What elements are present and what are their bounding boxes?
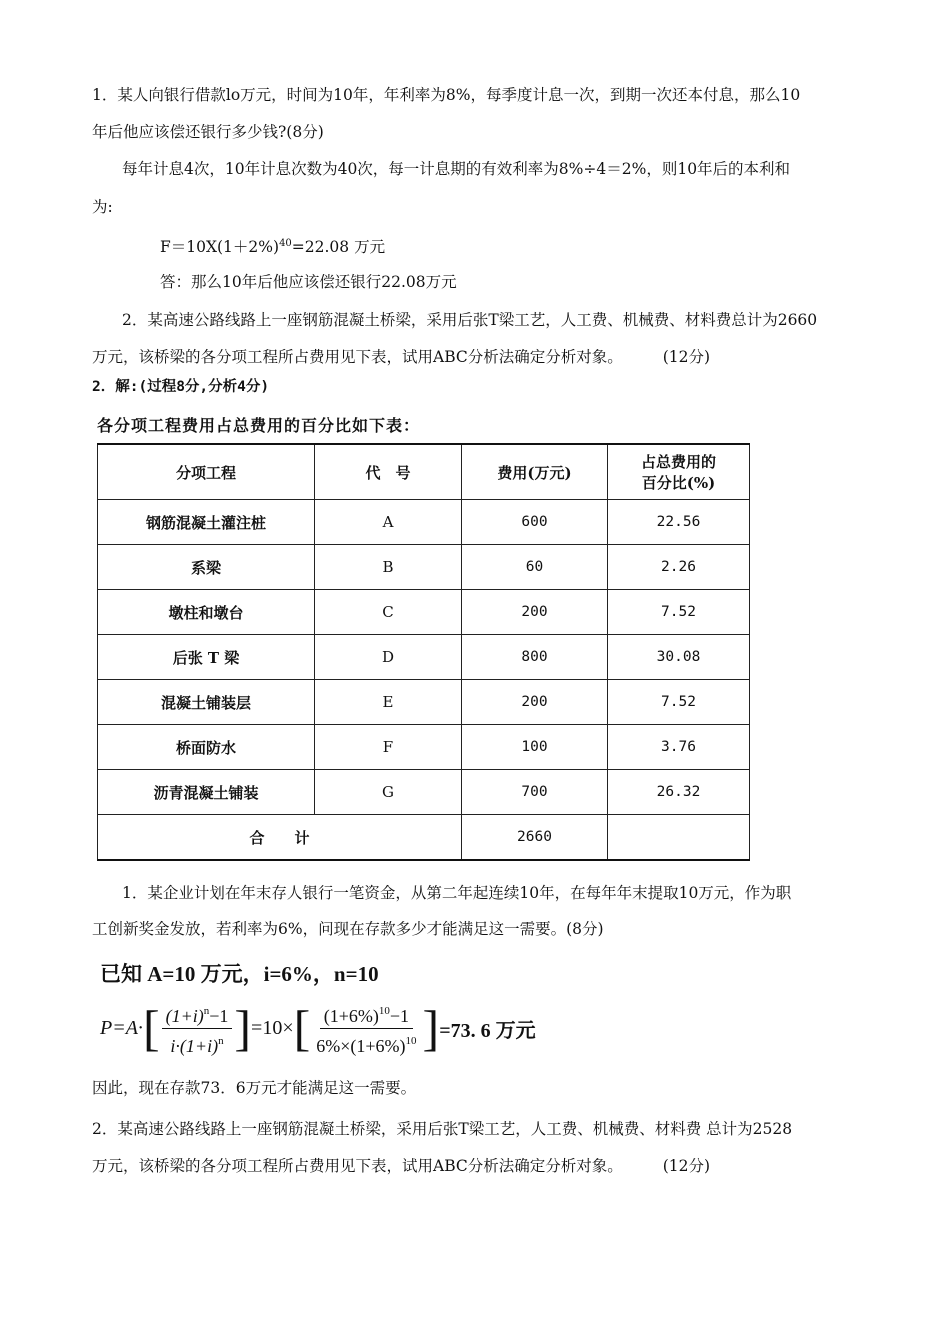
- table-row: [98, 725, 750, 770]
- cell-cost: 60: [462, 545, 608, 590]
- table-row: [98, 590, 750, 635]
- cell-code: D: [315, 635, 462, 680]
- table-row: [98, 635, 750, 680]
- q2-line-2-text: 万元，该桥梁的各分项工程所占费用见下表，试用ABC分析法确定分析对象。: [92, 348, 623, 366]
- cell-code: F: [315, 725, 462, 770]
- cell-cost: 700: [462, 770, 608, 815]
- header-cost: 费用(万元): [462, 444, 608, 500]
- formula-mid: =10×: [251, 1016, 294, 1039]
- q2-solution-header: 2．解:(过程8分,分析4分): [92, 379, 270, 395]
- right-bracket-2: ]: [422, 1000, 440, 1056]
- left-bracket-2: [: [293, 1000, 311, 1056]
- q3-conclusion: 因此，现在存款73．6万元才能满足这一需要。: [92, 1079, 417, 1097]
- fraction-1-num-tail: −1: [209, 1005, 229, 1026]
- total-percent-empty: [608, 815, 750, 861]
- cell-percent: 3.76: [608, 725, 750, 770]
- fraction-1-num-base: (1+i): [165, 1005, 204, 1026]
- table-header-row: [98, 444, 750, 500]
- table-row: [98, 770, 750, 815]
- q2-points: (12分): [662, 348, 711, 366]
- cell-name: 钢筋混凝土灌注桩: [98, 500, 315, 545]
- fraction-1-den-exp: n: [218, 1034, 224, 1047]
- cell-code: B: [315, 545, 462, 590]
- header-item: 分项工程: [98, 444, 315, 500]
- fraction-1-den-base: i·(1+i): [170, 1035, 219, 1056]
- cell-name: 混凝土铺装层: [98, 680, 315, 725]
- q4-line-1: 2．某高速公路线路上一座钢筋混凝土桥梁，采用后张T梁工艺，人工费、机械费、材料费 总计为2528: [92, 1120, 793, 1138]
- total-label: 合 计: [98, 815, 462, 861]
- q1-solution-line-1: 每年计息4次，10年计息次数为40次，每一计息期的有效利率为8%÷4＝2%，则10年后的本利和: [122, 160, 791, 178]
- cell-code: A: [315, 500, 462, 545]
- cell-cost: 100: [462, 725, 608, 770]
- q3-formula: [100, 998, 536, 1058]
- cell-percent: 7.52: [608, 680, 750, 725]
- cell-cost: 800: [462, 635, 608, 680]
- table-row: [98, 680, 750, 725]
- fraction-2-den-exp: 10: [405, 1034, 417, 1047]
- total-cost: 2660: [462, 815, 608, 861]
- q1-formula-result: =22.08 万元: [291, 238, 386, 256]
- q1-line-2: 年后他应该偿还银行多少钱?(8分): [92, 123, 324, 141]
- formula-result: =73. 6 万元: [439, 1019, 536, 1042]
- right-bracket-1: ]: [234, 1000, 252, 1056]
- q3-line-2: 工创新奖金发放，若利率为6%，问现在存款多少才能满足这一需要。(8分): [92, 920, 604, 938]
- cell-percent: 22.56: [608, 500, 750, 545]
- q1-formula-exponent: 40: [279, 238, 292, 249]
- fraction-2-denominator: [312, 1029, 420, 1058]
- fraction-1-numerator: [162, 999, 233, 1029]
- q4-line-2: [92, 1155, 710, 1177]
- fraction-2-den-base: 6%×(1+6%): [316, 1035, 406, 1056]
- cost-table: [97, 443, 750, 861]
- q1-answer: 答：那么10年后他应该偿还银行22.08万元: [160, 273, 457, 291]
- table-row: [98, 500, 750, 545]
- cell-cost: 200: [462, 590, 608, 635]
- q1-solution-line-2: 为:: [92, 198, 113, 216]
- cell-percent: 30.08: [608, 635, 750, 680]
- table-row: [98, 545, 750, 590]
- q4-line-2-text: 万元，该桥梁的各分项工程所占费用见下表，试用ABC分析法确定分析对象。: [92, 1157, 623, 1175]
- cell-code: E: [315, 680, 462, 725]
- cell-name: 桥面防水: [98, 725, 315, 770]
- cell-cost: 200: [462, 680, 608, 725]
- cell-percent: 2.26: [608, 545, 750, 590]
- table-caption: 各分项工程费用占总费用的百分比如下表：: [97, 416, 421, 435]
- q3-given: 已知 A=10 万元，i=6%，n=10: [100, 962, 379, 986]
- fraction-1-num-exp: n: [203, 1004, 210, 1017]
- header-percent-line-2: 百分比(%): [641, 474, 716, 492]
- cell-code: C: [315, 590, 462, 635]
- q1-formula: [160, 233, 385, 258]
- q1-formula-base: F＝10X(1＋2%): [160, 238, 280, 256]
- q2-line-1: 2．某高速公路线路上一座钢筋混凝土桥梁，采用后张T梁工艺，人工费、机械费、材料费总计为2660: [122, 311, 818, 329]
- header-percent-line-1: 占总费用的: [640, 453, 716, 471]
- fraction-2-num-base: (1+6%): [323, 1005, 379, 1026]
- formula-lhs: P=A·: [100, 1016, 143, 1039]
- q2-line-2: [92, 346, 710, 368]
- fraction-1: [162, 999, 233, 1058]
- cell-name: 后张 T 梁: [98, 635, 315, 680]
- cell-name: 系梁: [98, 545, 315, 590]
- table-total-row: [98, 815, 750, 861]
- cell-percent: 7.52: [608, 590, 750, 635]
- cell-name: 沥青混凝土铺装: [98, 770, 315, 815]
- cell-code: G: [315, 770, 462, 815]
- header-percent: [608, 444, 750, 500]
- q3-line-1: 1．某企业计划在年末存人银行一笔资金，从第二年起连续10年，在每年年末提取10万元，作为职: [122, 884, 792, 902]
- q4-points: (12分): [662, 1157, 711, 1175]
- cell-percent: 26.32: [608, 770, 750, 815]
- cell-cost: 600: [462, 500, 608, 545]
- left-bracket-1: [: [142, 1000, 160, 1056]
- fraction-1-denominator: [166, 1029, 227, 1058]
- fraction-2: [312, 999, 420, 1058]
- fraction-2-num-tail: −1: [389, 1005, 410, 1026]
- header-code: 代 号: [315, 444, 462, 500]
- fraction-2-numerator: [320, 999, 413, 1029]
- cell-name: 墩柱和墩台: [98, 590, 315, 635]
- q1-line-1: 1．某人向银行借款lo万元，时间为10年，年利率为8%，每季度计息一次，到期一次还本付息，那么10: [92, 86, 801, 104]
- fraction-2-num-exp: 10: [378, 1004, 390, 1017]
